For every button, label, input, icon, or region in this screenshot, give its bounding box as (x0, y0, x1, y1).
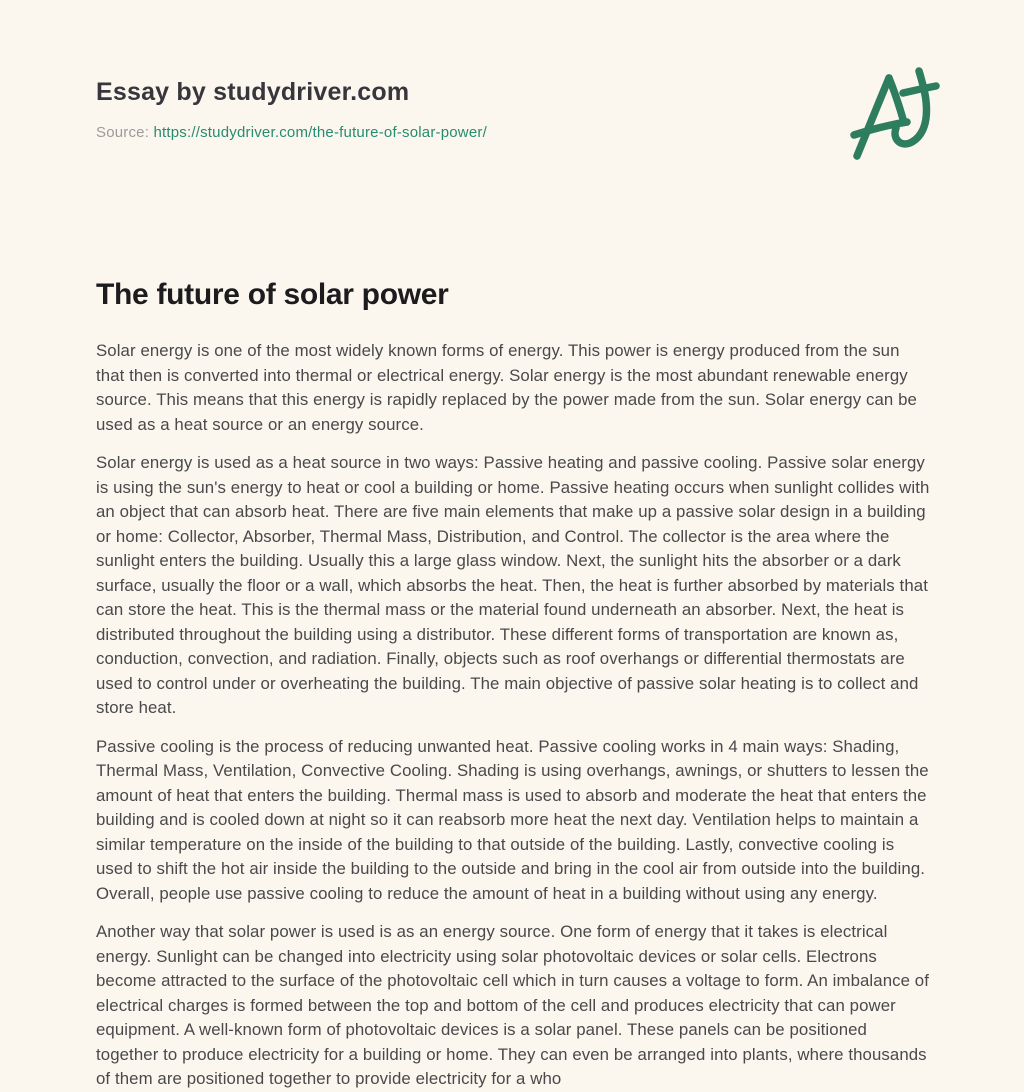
source-link[interactable]: https://studydriver.com/the-future-of-solar-power/ (153, 124, 487, 141)
essay-paragraph-3: Passive cooling is the process of reducing unwanted heat. Passive cooling works in 4 main ways: Shading, Thermal Mass, Ventilation, Convective Cooling. Shading is using overhangs, awnings, or shutters to lessen the amount of heat that enters the building. Thermal mass is used to absorb and moderate the heat that enters the building and is cooled down at night so it can reabsorb more heat the next day. Ventilation helps to maintain a similar temperature on the inside of the building to that outside of the building. Lastly, convective cooling is used to shift the hot air inside the building to the outside and bring in the cool air from outside into the building. Overall, people use passive cooling to reduce the amount of heat in a building without using any energy. (96, 736, 929, 903)
header-text-block (96, 78, 487, 141)
essay-title: The future of solar power (96, 278, 449, 311)
source-label: Source: (96, 124, 150, 141)
a-plus-logo-icon (840, 64, 940, 166)
site-header-title: Essay by studydriver.com (96, 78, 410, 106)
essay-paragraph-2: Solar energy is used as a heat source in two ways: Passive heating and passive cooling. Passive solar energy is using the sun's energy to heat or cool a building or home. Passive heating occurs when sunlight collides with an object that can absorb heat. There are five main elements that make up a passive solar design in a building or home: Collector, Absorber, Thermal Mass, Distribution, and Control. The collector is the area where the sunlight enters the building. Usually this a large glass window. Next, the sunlight hits the absorber or a dark surface, usually the floor or a wall, which absorbs the heat. Then, the heat is further absorbed by materials that can store the heat. This is the thermal mass or the material found underneath an absorber. Next, the heat is distributed throughout the building using a distributor. These different forms of transportation are known as, conduction, convection, and radiation. Finally, objects such as roof overhangs or differential thermostats are used to control under or overheating the building. The main objective of passive solar heating is to collect and store heat. (96, 453, 930, 717)
page-header (96, 78, 932, 166)
essay-body (96, 339, 930, 1092)
essay-paragraph-4: Another way that solar power is used is as an energy source. One form of energy that it takes is electrical energy. Sunlight can be changed into electricity using solar photovoltaic devices or solar cells. Electrons become attracted to the surface of the photovoltaic cell which in turn causes a voltage to form. An imbalance of electrical charges is formed between the top and bottom of the cell and produces electricity that can power equipment. A well-known form of photovoltaic devices is a solar panel. These panels can be positioned together to produce electricity for a building or home. They can even be arranged into plants, where thousands of them are positioned together to provide electricity for a who (96, 922, 930, 1088)
essay-paragraph-1: Solar energy is one of the most widely known forms of energy. This power is energy produced from the sun that then is converted into thermal or electrical energy. Solar energy is the most abundant renewable energy source. This means that this energy is rapidly replaced by the power made from the sun. Solar energy can be used as a heat source or an energy source. (96, 341, 917, 434)
source-line (96, 124, 487, 141)
